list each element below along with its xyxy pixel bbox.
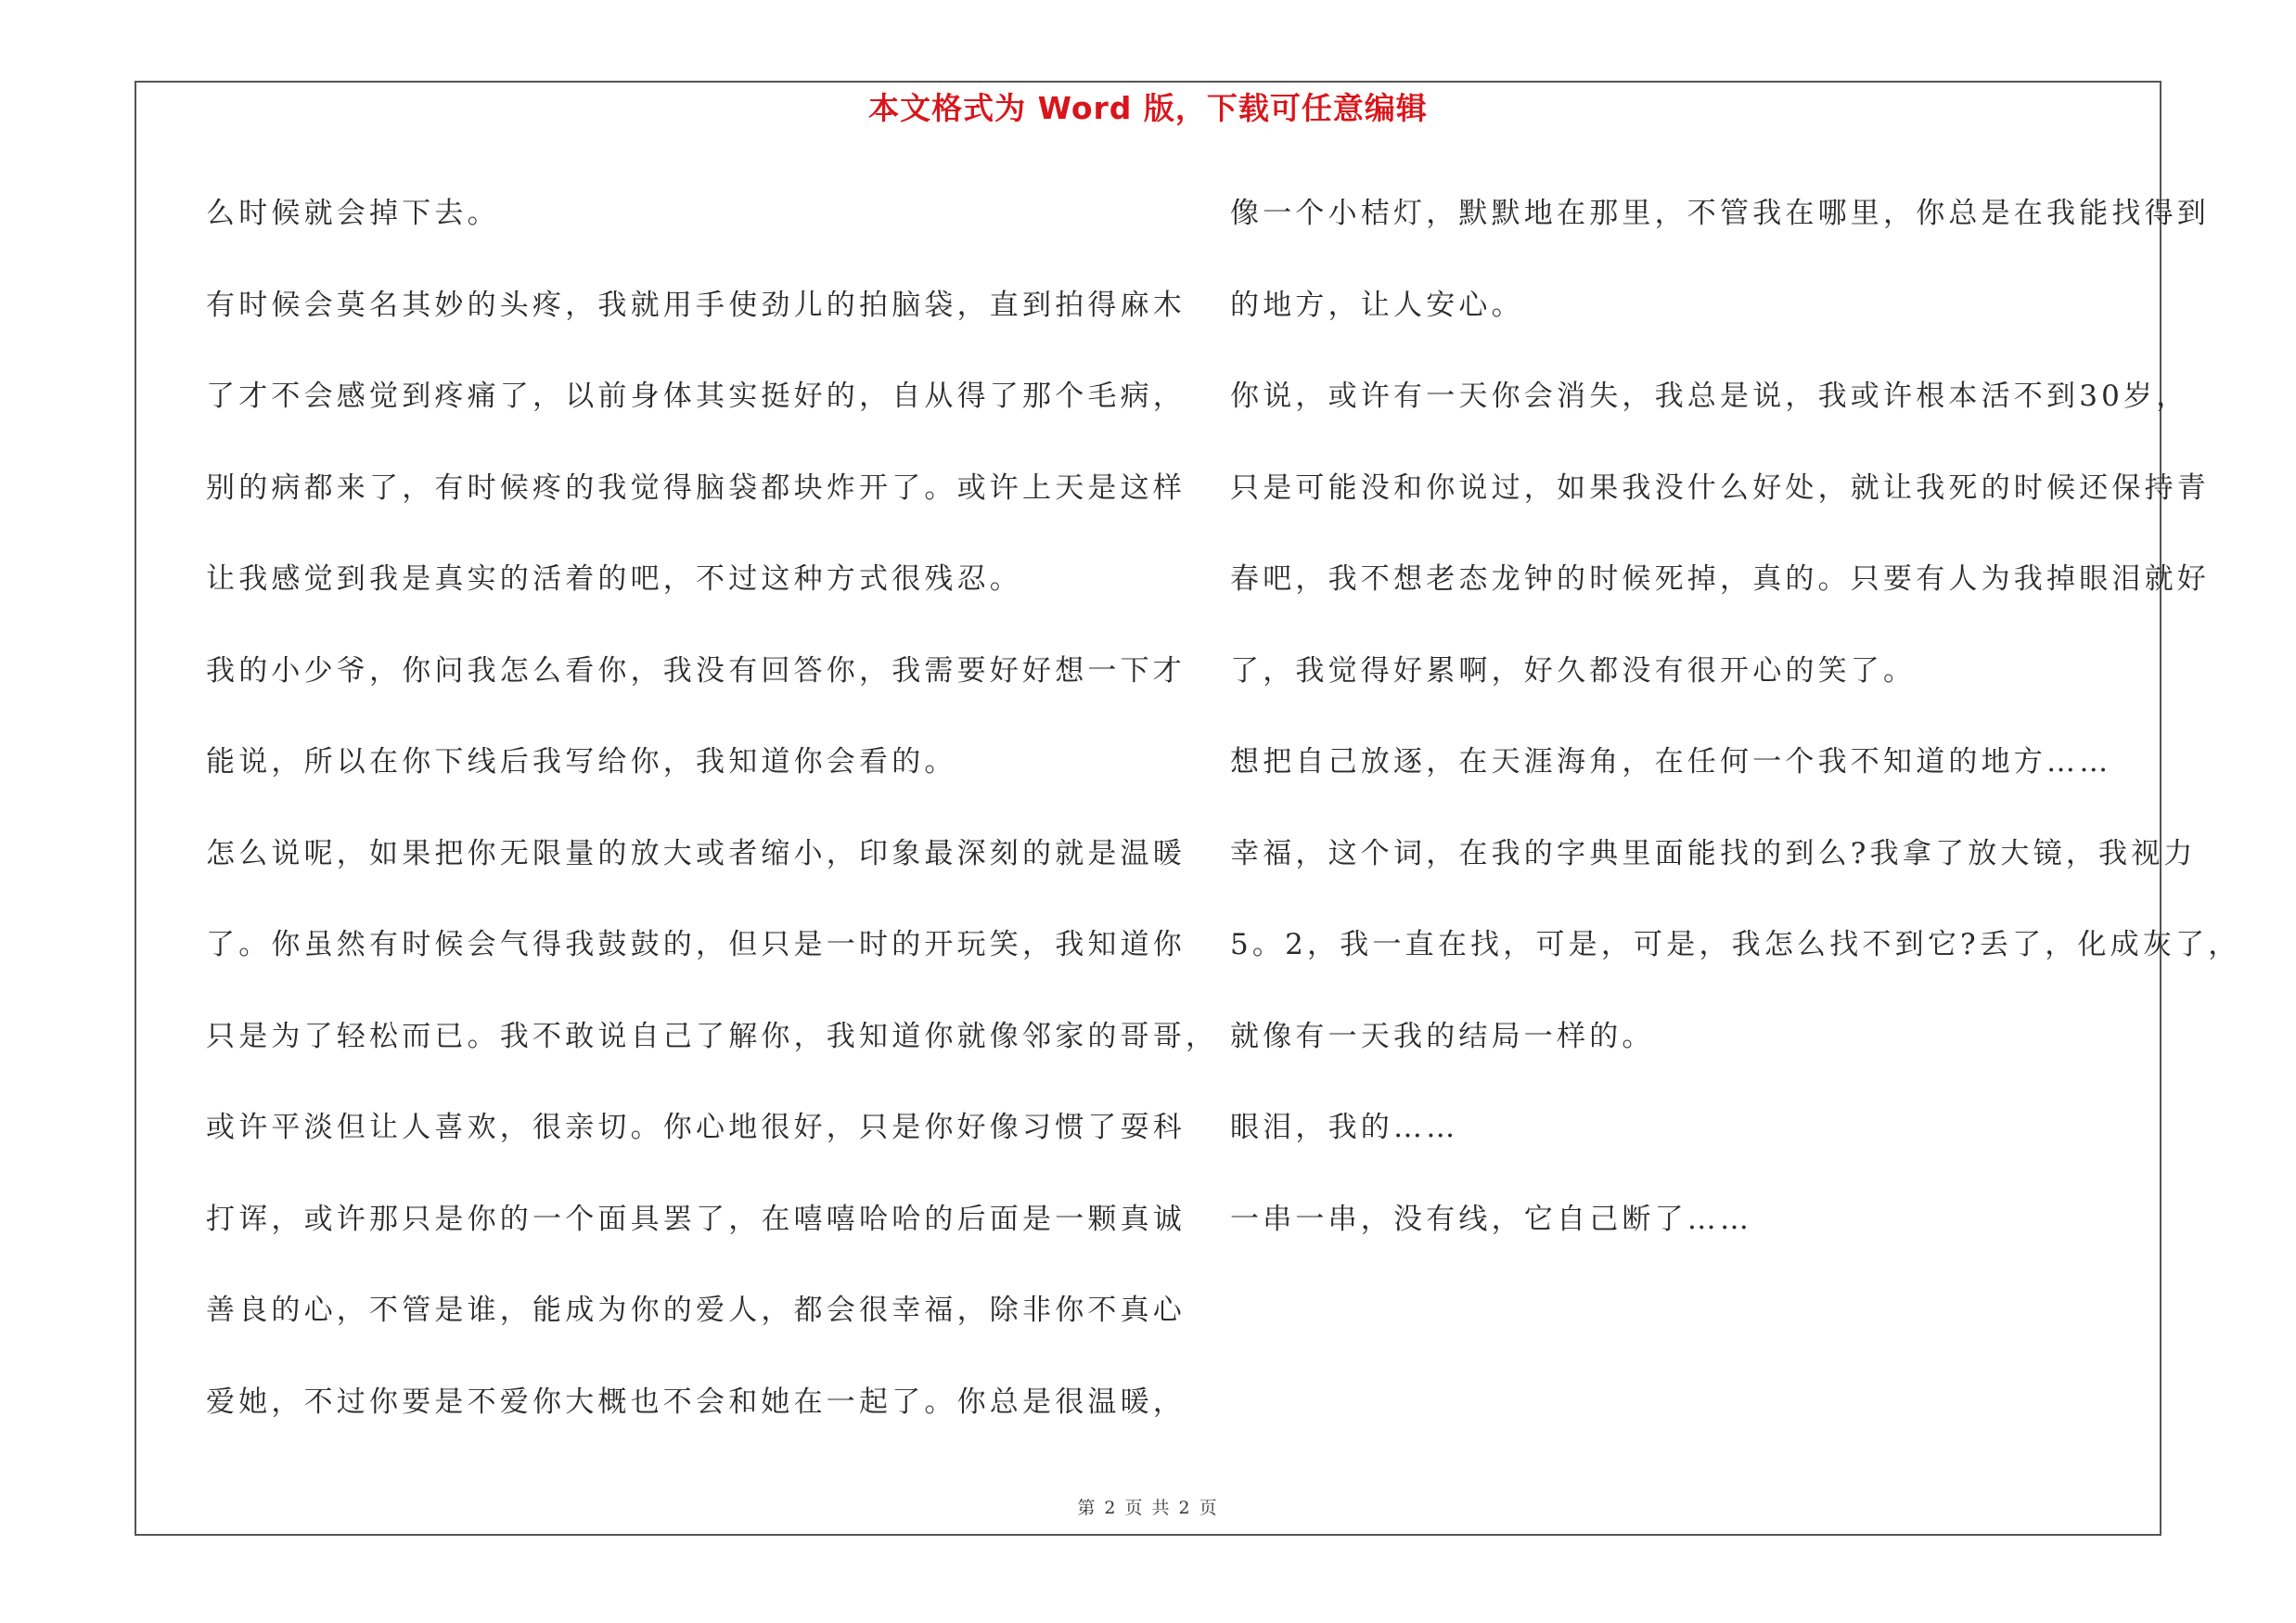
- text-line: 眼泪，我的……: [1230, 1111, 1459, 1144]
- left-text-column: [206, 186, 1219, 1465]
- text-line: 怎么说呢，如果把你无限量的放大或者缩小，印象最深刻的就是温暖: [206, 836, 1186, 870]
- text-line: 只是为了轻松而已。我不敢说自己了解你，我知道你就像邻家的哥哥，: [206, 1019, 1219, 1053]
- text-line: 善良的心，不管是谁，能成为你的爱人，都会很幸福，除非你不真心: [206, 1294, 1186, 1327]
- text-line: 或许平淡但让人喜欢，很亲切。你心地很好，只是你好像习惯了耍科: [206, 1111, 1186, 1144]
- text-line: 爱她，不过你要是不爱你大概也不会和她在一起了。你总是很温暖，: [206, 1385, 1186, 1419]
- text-line: 有时候会莫名其妙的头疼，我就用手使劲儿的拍脑袋，直到拍得麻木: [206, 288, 1186, 322]
- text-line: 一串一串，没有线，它自己断了……: [1230, 1202, 1753, 1236]
- format-banner: 本文格式为 Word 版，下载可任意编辑: [868, 90, 1428, 126]
- text-line: 让我感觉到我是真实的活着的吧，不过这种方式很残忍。: [206, 562, 1022, 596]
- text-line: 别的病都来了，有时候疼的我觉得脑袋都块炸开了。或许上天是这样: [206, 470, 1186, 505]
- text-line: 就像有一天我的结局一样的。: [1230, 1019, 1655, 1053]
- text-line: 了，我觉得好累啊，好久都没有很开心的笑了。: [1230, 653, 1917, 688]
- text-line: 么时候就会掉下去。: [206, 197, 500, 230]
- text-line: 5。2，我一直在找，可是，可是，我怎么找不到它?丢了，化成灰了，: [1230, 928, 2241, 961]
- text-line: 像一个小桔灯，默默地在那里，不管我在哪里，你总是在我能找得到: [1230, 197, 2210, 230]
- text-line: 只是可能没和你说过，如果我没什么好处，就让我死的时候还保持青: [1230, 470, 2210, 505]
- page-number: 第 2 页 共 2 页: [1077, 1498, 1219, 1518]
- text-line: 春吧，我不想老态龙钟的时候死掉，真的。只要有人为我掉眼泪就好: [1230, 562, 2210, 596]
- text-line: 我的小少爷，你问我怎么看你，我没有回答你，我需要好好想一下才: [206, 653, 1186, 688]
- text-line: 打诨，或许那只是你的一个面具罢了，在嘻嘻哈哈的后面是一颗真诚: [206, 1202, 1186, 1236]
- text-line: 了才不会感觉到疼痛了，以前身体其实挺好的，自从得了那个毛病，: [206, 380, 1186, 413]
- text-line: 能说，所以在你下线后我写给你，我知道你会看的。: [206, 745, 957, 779]
- text-line: 幸福，这个词，在我的字典里面能找的到么?我拿了放大镜，我视力: [1230, 836, 2197, 870]
- text-line: 你说，或许有一天你会消失，我总是说，我或许根本活不到30岁，: [1230, 380, 2189, 413]
- text-line: 想把自己放逐，在天涯海角，在任何一个我不知道的地方……: [1230, 745, 2112, 779]
- right-text-column: [1230, 186, 2241, 1282]
- text-line: 了。你虽然有时候会气得我鼓鼓的，但只是一时的开玩笑，我知道你: [206, 928, 1186, 961]
- text-line: 的地方，让人安心。: [1230, 288, 1524, 322]
